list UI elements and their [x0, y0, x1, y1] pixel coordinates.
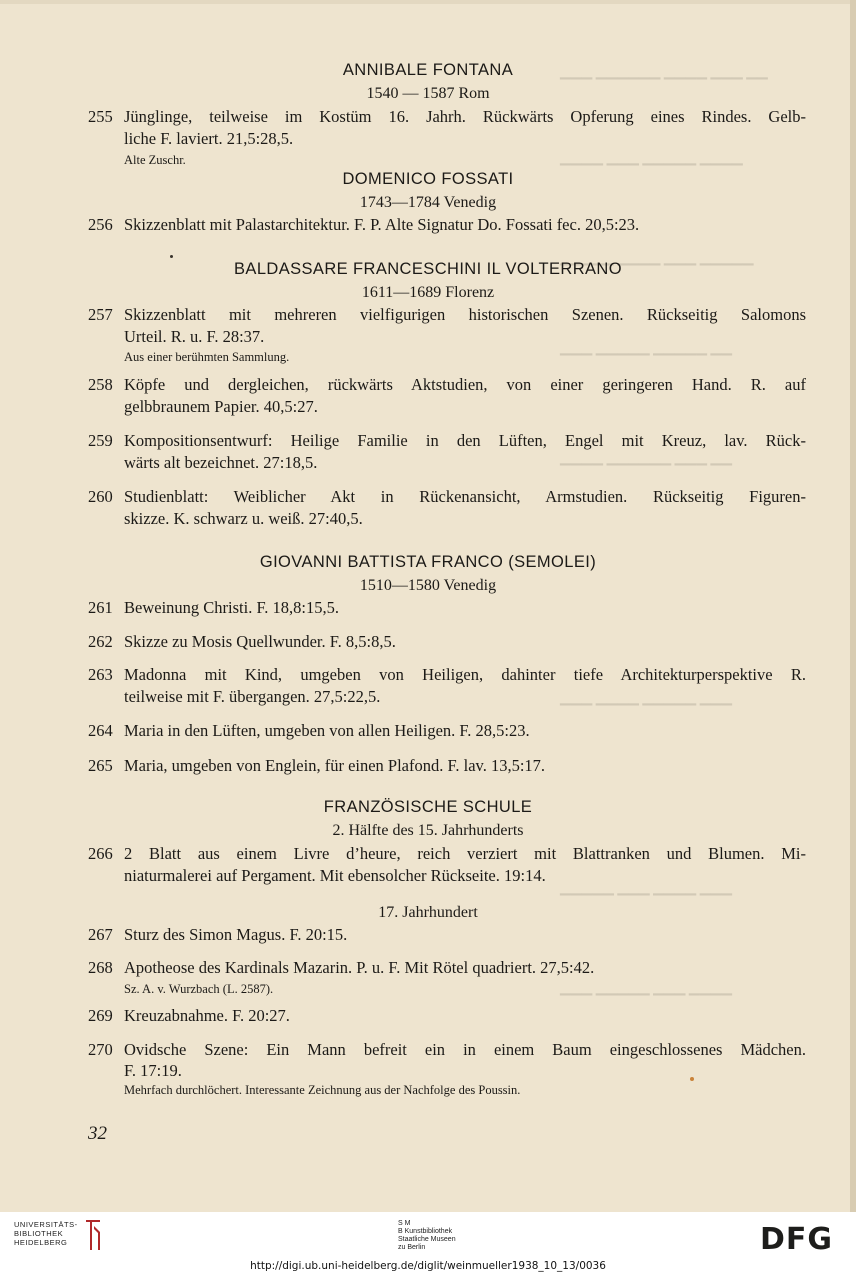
page-number: 32 [88, 1123, 107, 1144]
entry-text-line: Skizzenblatt mit Palastarchitektur. F. P. Alte Signatur Do. Fossati fec. 20,5:23. [124, 215, 640, 234]
artist-dates: 1510—1580 Venedig [359, 577, 497, 594]
library-logo-line: HEIDELBERG [14, 1238, 68, 1247]
paper-speck [690, 1077, 694, 1081]
bleed-through-text: ▁▁▁▁ ▁▁▁▁▁▁ ▁▁▁ ▁▁ [560, 451, 732, 466]
entry-text-line: Skizze zu Mosis Quellwunder. F. 8,5:8,5. [124, 632, 396, 651]
entry-text-line: Kompositionsentwurf: Heilige Familie in den Lüften, Engel mit Kreuz, lav. Rück- [124, 431, 806, 450]
museum-logo[interactable] [398, 1220, 456, 1252]
entry-number: 261 [88, 598, 113, 617]
heidelberg-library-logo[interactable] [14, 1220, 78, 1247]
entry-text-line: Kreuzabnahme. F. 20:27. [124, 1006, 290, 1025]
artist-heading: ANNIBALE FONTANA [342, 61, 514, 79]
artist-heading: GIOVANNI BATTISTA FRANCO (SEMOLEI) [259, 553, 597, 571]
entry-text-line: F. 17:19. [124, 1061, 182, 1080]
bleed-through-text: ▁▁▁ ▁▁▁▁▁ ▁▁▁ ▁▁▁▁ [560, 981, 732, 996]
entry-text-line: Sturz des Simon Magus. F. 20:15. [124, 925, 348, 944]
museum-logo-line: Staatliche Museen [398, 1236, 456, 1243]
entry-number: 267 [88, 925, 113, 944]
entry-text-line: skizze. K. schwarz u. weiß. 27:40,5. [124, 509, 363, 528]
entry-number: 266 [88, 844, 113, 863]
entry-number: 265 [88, 756, 113, 775]
entry-number: 270 [88, 1040, 113, 1059]
entry-text-line: Apotheose des Kardinals Mazarin. P. u. F. Mit Rötel quadriert. 27,5:42. [124, 958, 595, 977]
museum-logo-line: S M [398, 1220, 411, 1227]
bleed-through-text: ▁▁▁ ▁▁▁▁▁▁ ▁▁▁▁ ▁▁▁ ▁▁ [560, 65, 768, 80]
entry-number: 269 [88, 1006, 113, 1025]
heidelberg-crest-icon [84, 1218, 102, 1252]
museum-logo-line: B Kunstbibliothek [398, 1228, 453, 1235]
entry-number: 264 [88, 721, 113, 740]
entry-number: 263 [88, 665, 113, 684]
page-edge-top [0, 0, 856, 4]
entry-number: 260 [88, 487, 113, 506]
entry-number: 256 [88, 215, 113, 234]
entry-note: Aus einer berühmten Sammlung. [124, 350, 290, 364]
entry-number: 268 [88, 958, 113, 977]
entry-text-line: Studienblatt: Weiblicher Akt in Rückenansicht, Armstudien. Rückseitig Figuren- [124, 487, 806, 506]
entry-note: Sz. A. v. Wurzbach (L. 2587). [124, 982, 274, 996]
entry-text-line: niaturmalerei auf Pergament. Mit ebensolcher Rückseite. 19:14. [124, 866, 546, 885]
entry-text-line: teilweise mit F. übergangen. 27,5:22,5. [124, 687, 381, 706]
entry-text-line: Beweinung Christi. F. 18,8:15,5. [124, 598, 340, 617]
artist-heading: BALDASSARE FRANCESCHINI IL VOLTERRANO [234, 260, 622, 278]
entry-text-line: Maria in den Lüften, umgeben von allen Heiligen. F. 28,5:23. [124, 721, 530, 740]
artist-dates: 1743—1784 Venedig [359, 194, 497, 211]
entry-text-line: 2 Blatt aus einem Livre d’heure, reich verziert mit Blattranken und Blumen. Mi- [124, 844, 806, 863]
entry-number: 262 [88, 632, 113, 651]
entry-text-line: Urteil. R. u. F. 28:37. [124, 327, 265, 346]
period-heading: 17. Jahrhundert [378, 904, 478, 921]
bleed-through-text: ▁▁▁ ▁▁▁▁ ▁▁▁▁▁ ▁▁▁ [560, 691, 732, 706]
entry-number: 255 [88, 107, 113, 126]
entry-note: Alte Zuschr. [124, 153, 186, 167]
entry-text-line: Maria, umgeben von Englein, für einen Plafond. F. lav. 13,5:17. [124, 756, 546, 775]
entry-text-line: gelbbraunem Papier. 40,5:27. [124, 397, 318, 416]
permalink-url[interactable]: http://digi.ub.uni-heidelberg.de/diglit/weinmueller1938_10_13/0036 [250, 1260, 606, 1272]
entry-text-line: Madonna mit Kind, umgeben von Heiligen, dahinter tiefe Architekturperspektive R. [124, 665, 806, 684]
entry-text-line: wärts alt bezeichnet. 27:18,5. [124, 453, 318, 472]
artist-heading: DOMENICO FOSSATI [342, 170, 514, 188]
entry-note: Mehrfach durchlöchert. Interessante Zeichnung aus der Nachfolge des Poussin. [124, 1083, 521, 1097]
bleed-through-text: ▁▁▁▁▁ ▁▁▁▁ ▁▁▁ ▁▁▁▁▁ [560, 251, 754, 266]
artist-dates: 1611—1689 Florenz [361, 284, 495, 301]
dfg-logo[interactable]: DFG [760, 1222, 834, 1257]
entry-number: 259 [88, 431, 113, 450]
artist-dates: 2. Hälfte des 15. Jahrhunderts [332, 822, 524, 839]
entry-text-line: Ovidsche Szene: Ein Mann befreit ein in einem Baum eingeschlossenes Mädchen. [124, 1040, 806, 1059]
entry-number: 258 [88, 375, 113, 394]
entry-text-line: Jünglinge, teilweise im Kostüm 16. Jahrh. Rückwärts Opferung eines Rindes. Gelb- [124, 107, 806, 126]
artist-dates: 1540 — 1587 Rom [366, 85, 490, 102]
bleed-through-text: ▁▁▁▁▁ ▁▁▁ ▁▁▁▁ ▁▁▁ [560, 881, 732, 896]
entry-number: 257 [88, 305, 113, 324]
entry-text-line: Skizzenblatt mit mehreren vielfigurigen historischen Szenen. Rückseitig Salomons [124, 305, 806, 324]
entry-text-line: liche F. laviert. 21,5:28,5. [124, 129, 294, 148]
bleed-through-text: ▁▁▁ ▁▁▁▁▁ ▁▁▁▁▁ ▁▁ [560, 341, 732, 356]
bleed-through-text: ▁▁▁▁ ▁▁▁ ▁▁▁▁▁ ▁▁▁▁ [560, 151, 743, 166]
library-logo-line: BIBLIOTHEK [14, 1229, 64, 1238]
artist-heading: FRANZÖSISCHE SCHULE [323, 798, 533, 816]
library-logo-line: UNIVERSITÄTS- [14, 1220, 78, 1229]
museum-logo-line: zu Berlin [398, 1244, 426, 1251]
paper-speck [170, 255, 173, 258]
entry-text-line: Köpfe und dergleichen, rückwärts Aktstudien, von einer geringeren Hand. R. auf [124, 375, 806, 394]
viewer-footer [0, 1212, 856, 1273]
